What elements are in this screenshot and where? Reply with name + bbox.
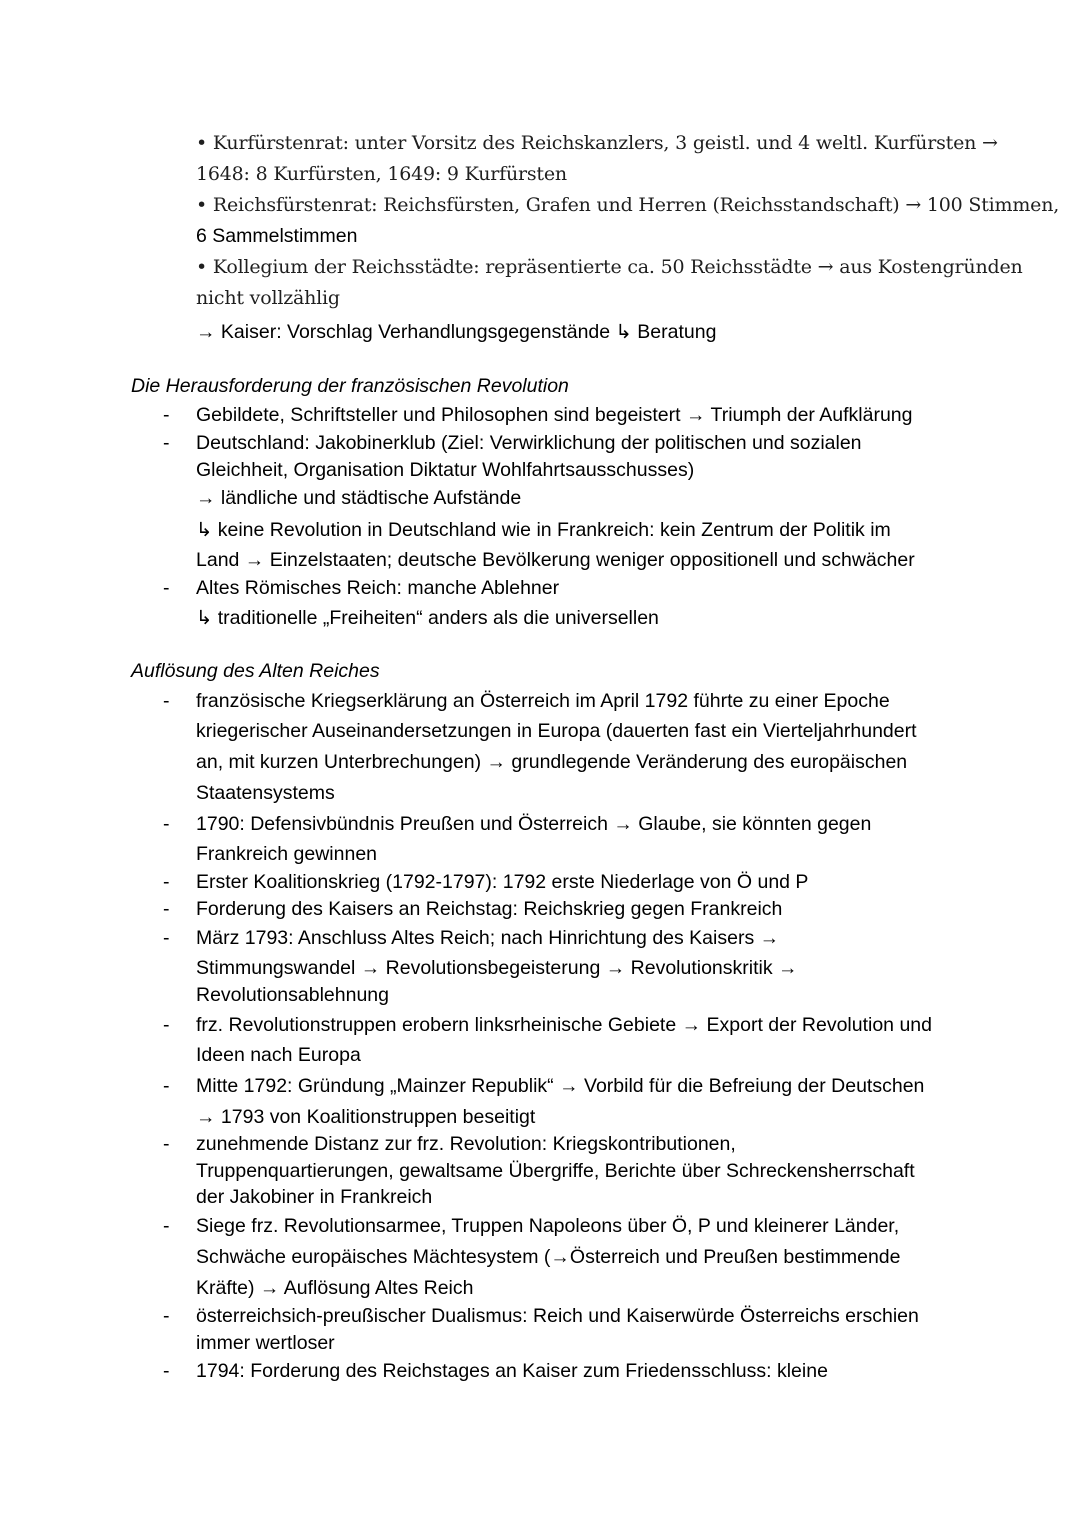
text-line: nicht vollzählig bbox=[196, 287, 340, 309]
text-line: zunehmende Distanz zur frz. Revolution: Kriegskontributionen, bbox=[196, 1133, 736, 1155]
bullet-dash: - bbox=[163, 404, 170, 426]
bullet-dash: - bbox=[163, 1305, 170, 1327]
bullet-dash: - bbox=[163, 1014, 170, 1036]
text-line: Frankreich gewinnen bbox=[196, 843, 378, 865]
bullet-dash: - bbox=[163, 813, 170, 835]
text-line: immer wertloser bbox=[196, 1332, 335, 1354]
text-line: Stimmungswandel → Revolutionsbegeisterung → Revolutionskritik → bbox=[196, 957, 798, 979]
text-line: Gebildete, Schriftsteller und Philosophen sind begeistert → Triumph der Aufklärung bbox=[196, 404, 913, 426]
bullet-dash: - bbox=[163, 1360, 170, 1382]
text-line: ↳ keine Revolution in Deutschland wie in Frankreich: kein Zentrum der Politik im bbox=[196, 519, 891, 541]
text-line: Gleichheit, Organisation Diktatur Wohlfahrtsausschusses) bbox=[196, 459, 695, 481]
text-line: 1648: 8 Kurfürsten, 1649: 9 Kurfürsten bbox=[196, 163, 567, 185]
text-line: Schwäche europäisches Mächtesystem (→Österreich und Preußen bestimmende bbox=[196, 1246, 901, 1268]
section-heading-franzoesische-revolution: Die Herausforderung der französischen Revolution bbox=[131, 375, 569, 397]
list-item-kollegium-reichsstaedte: • Kollegium der Reichsstädte: repräsentierte ca. 50 Reichsstädte → aus Kostengründen bbox=[196, 256, 1023, 278]
text-line: Revolutionsablehnung bbox=[196, 984, 389, 1006]
list-item-reichsfuerstenrat: • Reichsfürstenrat: Reichsfürsten, Grafen und Herren (Reichsstandschaft) → 100 Stimmen, bbox=[196, 194, 1060, 216]
bullet-dash: - bbox=[163, 871, 170, 893]
bullet-dash: - bbox=[163, 1215, 170, 1237]
section-heading-aufloesung-altes-reich: Auflösung des Alten Reiches bbox=[131, 660, 380, 682]
text-line: 6 Sammelstimmen bbox=[196, 225, 358, 247]
text-line: Mitte 1792: Gründung „Mainzer Republik“ → Vorbild für die Befreiung der Deutschen bbox=[196, 1075, 925, 1097]
bullet-dash: - bbox=[163, 690, 170, 712]
text-line: kriegerischer Auseinandersetzungen in Europa (dauerten fast ein Vierteljahrhundert bbox=[196, 720, 917, 742]
bullet-dash: - bbox=[163, 577, 170, 599]
bullet-dash: - bbox=[163, 927, 170, 949]
text-line: frz. Revolutionstruppen erobern linksrheinische Gebiete → Export der Revolution und bbox=[196, 1014, 932, 1036]
text-line: an, mit kurzen Unterbrechungen) → grundlegende Veränderung des europäischen bbox=[196, 751, 908, 773]
text-line: → ländliche und städtische Aufstände bbox=[196, 487, 522, 509]
text-line: Altes Römisches Reich: manche Ablehner bbox=[196, 577, 560, 599]
text-line: 1790: Defensivbündnis Preußen und Österreich → Glaube, sie könnten gegen bbox=[196, 813, 872, 835]
bullet-dash: - bbox=[163, 432, 170, 454]
text-line: Deutschland: Jakobinerklub (Ziel: Verwirklichung der politischen und sozialen bbox=[196, 432, 862, 454]
text-line: Kräfte) → Auflösung Altes Reich bbox=[196, 1277, 474, 1299]
text-line: ↳ traditionelle „Freiheiten“ anders als die universellen bbox=[196, 607, 659, 629]
text-line: Forderung des Kaisers an Reichstag: Reichskrieg gegen Frankreich bbox=[196, 898, 783, 920]
bullet-dash: - bbox=[163, 1075, 170, 1097]
text-line: Siege frz. Revolutionsarmee, Truppen Napoleons über Ö, P und kleinerer Länder, bbox=[196, 1215, 900, 1237]
text-line: → 1793 von Koalitionstruppen beseitigt bbox=[196, 1106, 536, 1128]
bullet-dash: - bbox=[163, 898, 170, 920]
text-line: Staatensystems bbox=[196, 782, 335, 804]
text-line: Truppenquartierungen, gewaltsame Übergriffe, Berichte über Schreckensherrschaft bbox=[196, 1160, 915, 1182]
text-line: 1794: Forderung des Reichstages an Kaiser zum Friedensschluss: kleine bbox=[196, 1360, 828, 1382]
text-line: Erster Koalitionskrieg (1792-1797): 1792 erste Niederlage von Ö und P bbox=[196, 871, 809, 893]
text-line: österreichsich-preußischer Dualismus: Reich und Kaiserwürde Österreichs erschien bbox=[196, 1305, 919, 1327]
text-line: der Jakobiner in Frankreich bbox=[196, 1186, 433, 1208]
text-line: Ideen nach Europa bbox=[196, 1044, 361, 1066]
text-line: März 1793: Anschluss Altes Reich; nach Hinrichtung des Kaisers → bbox=[196, 927, 780, 949]
list-item-kurfuerstenrat: • Kurfürstenrat: unter Vorsitz des Reichskanzlers, 3 geistl. und 4 weltl. Kurfürsten → bbox=[196, 132, 998, 154]
text-line: Land → Einzelstaaten; deutsche Bevölkerung weniger oppositionell und schwächer bbox=[196, 549, 915, 571]
text-line: französische Kriegserklärung an Österreich im April 1792 führte zu einer Epoche bbox=[196, 690, 890, 712]
bullet-dash: - bbox=[163, 1133, 170, 1155]
text-line: → Kaiser: Vorschlag Verhandlungsgegenstände ↳ Beratung bbox=[196, 321, 717, 343]
